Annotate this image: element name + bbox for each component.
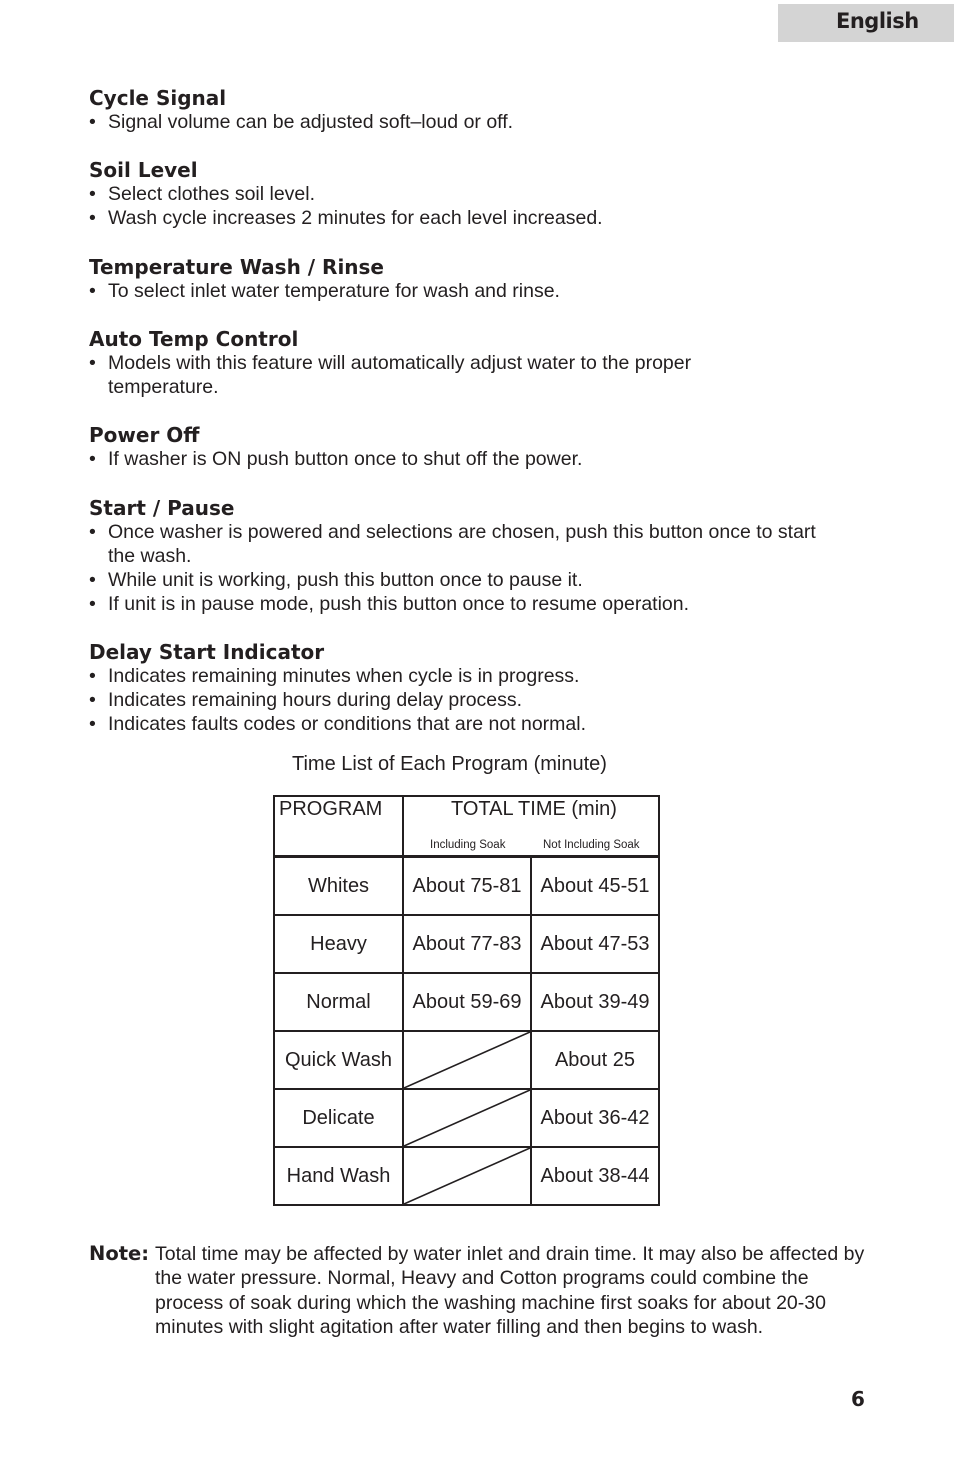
header-program-cell: [274, 796, 403, 857]
language-label: English: [836, 9, 919, 33]
bullet-item: • Indicates faults codes or conditions that are not normal.: [89, 712, 869, 736]
bullet-item: • Wash cycle increases 2 minutes for each level increased.: [89, 206, 869, 230]
section-title: Soil Level: [89, 158, 198, 182]
including-cell: About 59-69: [403, 973, 531, 1031]
table-title: Time List of Each Program (minute): [292, 753, 607, 775]
not-including-cell: About 47-53: [531, 915, 659, 973]
bullet-item: • Models with this feature will automatically adjust water to the proper temperature.: [89, 351, 788, 399]
program-cell: Quick Wash: [274, 1031, 403, 1089]
page-number: 6: [851, 1387, 865, 1411]
section-power-off: [89, 423, 869, 471]
not-applicable-cell: [403, 1089, 531, 1147]
diagonal-slash: [404, 1148, 530, 1204]
program-cell: Delicate: [274, 1089, 403, 1147]
table-row: [274, 857, 659, 916]
subheader-not-including: Not Including Soak: [543, 839, 640, 851]
bullet-item: • While unit is working, push this button once to pause it.: [89, 568, 869, 592]
note-label: Note:: [89, 1242, 150, 1265]
diagonal-slash: [404, 1032, 530, 1088]
program-time-table: [273, 795, 660, 1206]
bullet-item: • Indicates remaining hours during delay process.: [89, 688, 869, 712]
section-title: Start / Pause: [89, 496, 235, 520]
table-row: [274, 1089, 659, 1147]
subheader-including: Including Soak: [430, 839, 506, 851]
header-total-cell: [403, 796, 659, 857]
language-tab: [778, 4, 954, 42]
bullet-item: • Once washer is powered and selections are chosen, push this button once to start the wash.: [89, 520, 848, 568]
not-including-cell: About 39-49: [531, 973, 659, 1031]
program-cell: Normal: [274, 973, 403, 1031]
section-title: Delay Start Indicator: [89, 640, 325, 664]
section-title: Cycle Signal: [89, 86, 227, 110]
section-cycle-signal: [89, 86, 869, 134]
section-title: Power Off: [89, 423, 200, 447]
bullet-item: • If washer is ON push button once to shut off the power.: [89, 447, 869, 471]
bullet-item: • To select inlet water temperature for wash and rinse.: [89, 279, 869, 303]
program-cell: Hand Wash: [274, 1147, 403, 1205]
not-applicable-cell: [403, 1147, 531, 1205]
bullet-item: • Indicates remaining minutes when cycle is in progress.: [89, 664, 869, 688]
note-text: Total time may be affected by water inlet and drain time. It may also be affected by the water pressure. Normal, Heavy and Cotton programs could combine the process of soak during which the washing machine first soaks for about 20-30 minutes with slight agitation after water filling and then begins to wash.: [155, 1243, 865, 1338]
not-applicable-cell: [403, 1031, 531, 1089]
not-including-cell: About 45-51: [531, 857, 659, 916]
table-row: [274, 1147, 659, 1205]
bullet-item: • Signal volume can be adjusted soft–loud or off.: [89, 110, 869, 134]
program-cell: Whites: [274, 857, 403, 916]
including-cell: About 75-81: [403, 857, 531, 916]
section-delay-start: [89, 640, 869, 736]
header-program: PROGRAM: [279, 798, 383, 820]
not-including-cell: About 25: [531, 1031, 659, 1089]
section-start-pause: [89, 496, 869, 616]
table-row: [274, 973, 659, 1031]
bullet-item: • Select clothes soil level.: [89, 182, 869, 206]
table-row: [274, 1031, 659, 1089]
section-soil-level: [89, 158, 869, 230]
section-temperature: [89, 255, 869, 303]
section-title: Temperature Wash / Rinse: [89, 255, 384, 279]
not-including-cell: About 36-42: [531, 1089, 659, 1147]
including-cell: About 77-83: [403, 915, 531, 973]
header-total: TOTAL TIME (min): [451, 798, 617, 820]
table-row: [274, 915, 659, 973]
section-title: Auto Temp Control: [89, 327, 299, 351]
table-header-row: [274, 796, 659, 857]
bullet-item: • If unit is in pause mode, push this button once to resume operation.: [89, 592, 869, 616]
diagonal-slash: [404, 1090, 530, 1146]
note-block: [89, 1242, 869, 1339]
program-cell: Heavy: [274, 915, 403, 973]
not-including-cell: About 38-44: [531, 1147, 659, 1205]
section-auto-temp: [89, 327, 869, 399]
